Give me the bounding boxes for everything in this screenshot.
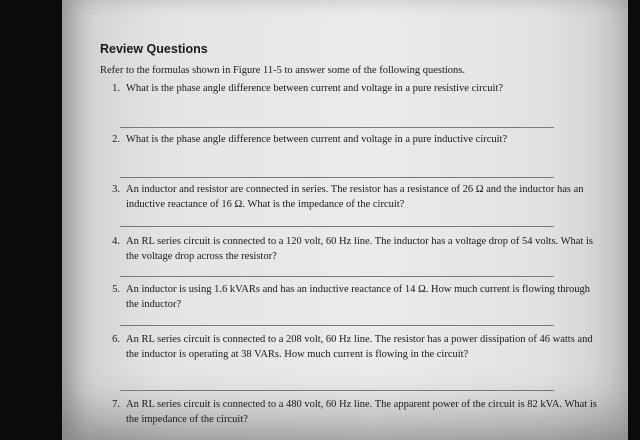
question-number: 1.: [112, 83, 120, 94]
question-text: An RL series circuit is connected to a 208 volt, 60 Hz line. The resistor has a power dissipation of 46 watts and the inductor is operating at 38 VARs. How much current is flowing in the circuit?: [126, 334, 593, 360]
question-text: An RL series circuit is connected to a 480 volt, 60 Hz line. The apparent power of the circuit is 82 kVA. What is the impedance of the circuit?: [126, 399, 597, 425]
question-text: What is the phase angle difference between current and voltage in a pure resistive circuit?: [126, 83, 504, 94]
question-number: 2.: [112, 134, 120, 145]
question-number: 3.: [112, 184, 120, 195]
answer-line-1: [120, 127, 554, 128]
answer-line-4: [120, 276, 554, 277]
section-heading: Review Questions: [100, 42, 208, 56]
answer-line-2: [120, 177, 554, 178]
question-number: 4.: [112, 236, 120, 247]
answer-line-3: [120, 226, 554, 227]
question-number: 6.: [112, 334, 120, 345]
instructions: Refer to the formulas shown in Figure 11-5 to answer some of the following questions.: [100, 65, 466, 76]
question-text: What is the phase angle difference between current and voltage in a pure inductive circuit?: [126, 134, 508, 145]
worksheet-page: [62, 0, 628, 440]
question-number: 5.: [112, 284, 120, 295]
question-text: An inductor is using 1.6 kVARs and has an inductive reactance of 14 Ω. How much current is flowing through the inductor?: [126, 284, 590, 310]
question-number: 7.: [112, 399, 120, 410]
question-text: An RL series circuit is connected to a 120 volt, 60 Hz line. The inductor has a voltage drop of 54 volts. What is the voltage drop across the resistor?: [126, 236, 593, 262]
answer-line-6: [120, 390, 554, 391]
question-text: An inductor and resistor are connected in series. The resistor has a resistance of 26 Ω and the inductor has an inductive reactance of 16 Ω. What is the impedance of the circuit?: [126, 184, 584, 210]
answer-line-5: [120, 325, 554, 326]
